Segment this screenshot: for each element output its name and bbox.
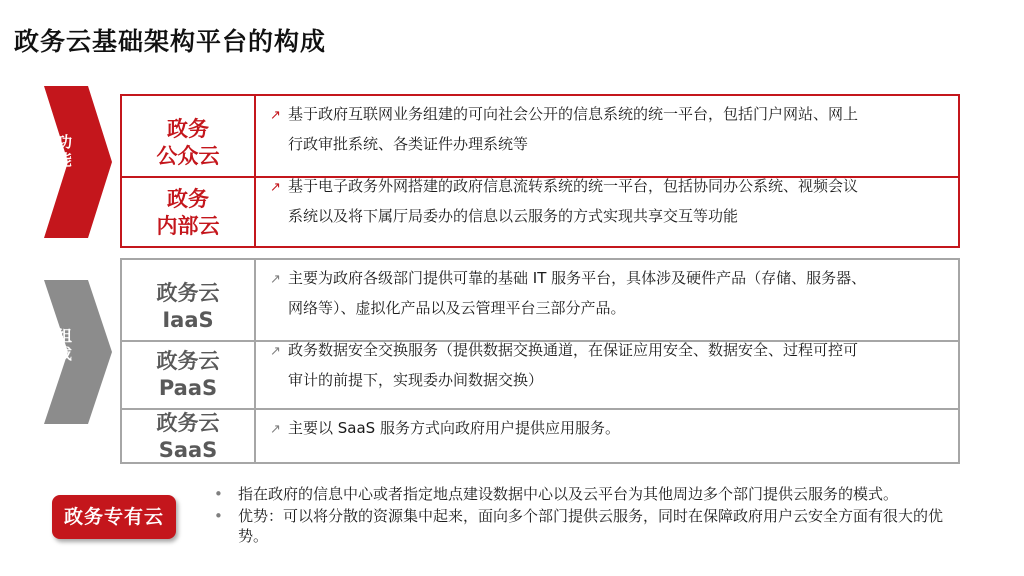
saas-label: 政务云 SaaS xyxy=(156,411,220,462)
paas-label: 政务云 PaaS xyxy=(156,349,220,400)
arrow-up-right-icon: ↗ xyxy=(270,344,281,359)
page-title: 政务云基础架构平台的构成 xyxy=(14,27,327,56)
bullet-dot-icon: • xyxy=(214,507,223,525)
list-item: • 指在政府的信息中心或者指定地点建设数据中心以及云平台为其他周边多个部门提供云服务的模式。 xyxy=(214,485,899,503)
column-divider xyxy=(254,260,256,462)
internal-cloud-label: 政务 内部云 xyxy=(156,187,220,238)
iaas-desc: ↗ 主要为政府各级部门提供可靠的基础 IT 服务平台，具体涉及硬件产品（存储、服务器、 网络等）、虚拟化产品以及云管理平台三部分产品。 xyxy=(270,264,950,323)
private-cloud-badge: 政务专有云 xyxy=(52,495,176,539)
arrow-up-right-icon: ↗ xyxy=(270,108,281,123)
function-tag: 功能 xyxy=(55,134,73,170)
paas-desc: ↗ 政务数据安全交换服务（提供数据交换通道，在保证应用安全、数据安全、过程可控可 审计的前提下，实现委办间数据交换） xyxy=(270,336,950,395)
arrow-up-right-icon: ↗ xyxy=(270,422,281,437)
internal-cloud-desc: ↗ 基于电子政务外网搭建的政府信息流转系统的统一平台，包括协同办公系统、视频会议 系统以及将下属厅局委办的信息以云服务的方式实现共享交互等功能 xyxy=(270,172,950,231)
public-cloud-label: 政务 公众云 xyxy=(156,117,220,168)
public-cloud-desc: ↗ 基于政府互联网业务组建的可向社会公开的信息系统的统一平台，包括门户网站、网上 行政审批系统、各类证件办理系统等 xyxy=(270,100,950,159)
private-cloud-bullets xyxy=(214,484,954,546)
arrow-up-right-icon: ↗ xyxy=(270,272,281,287)
column-divider xyxy=(254,96,256,246)
list-item: • 优势：可以将分散的资源集中起来，面向多个部门提供云服务，同时在保障政府用户云安全方面有很大的优势。 xyxy=(214,507,944,545)
composition-tag: 组成 xyxy=(55,328,73,364)
saas-desc: ↗ 主要以 SaaS 服务方式向政府用户提供应用服务。 xyxy=(270,414,950,444)
iaas-label: 政务云 IaaS xyxy=(156,281,220,332)
composition-table xyxy=(120,258,960,464)
function-table xyxy=(120,94,960,248)
arrow-up-right-icon: ↗ xyxy=(270,180,281,195)
bullet-dot-icon: • xyxy=(214,485,223,503)
